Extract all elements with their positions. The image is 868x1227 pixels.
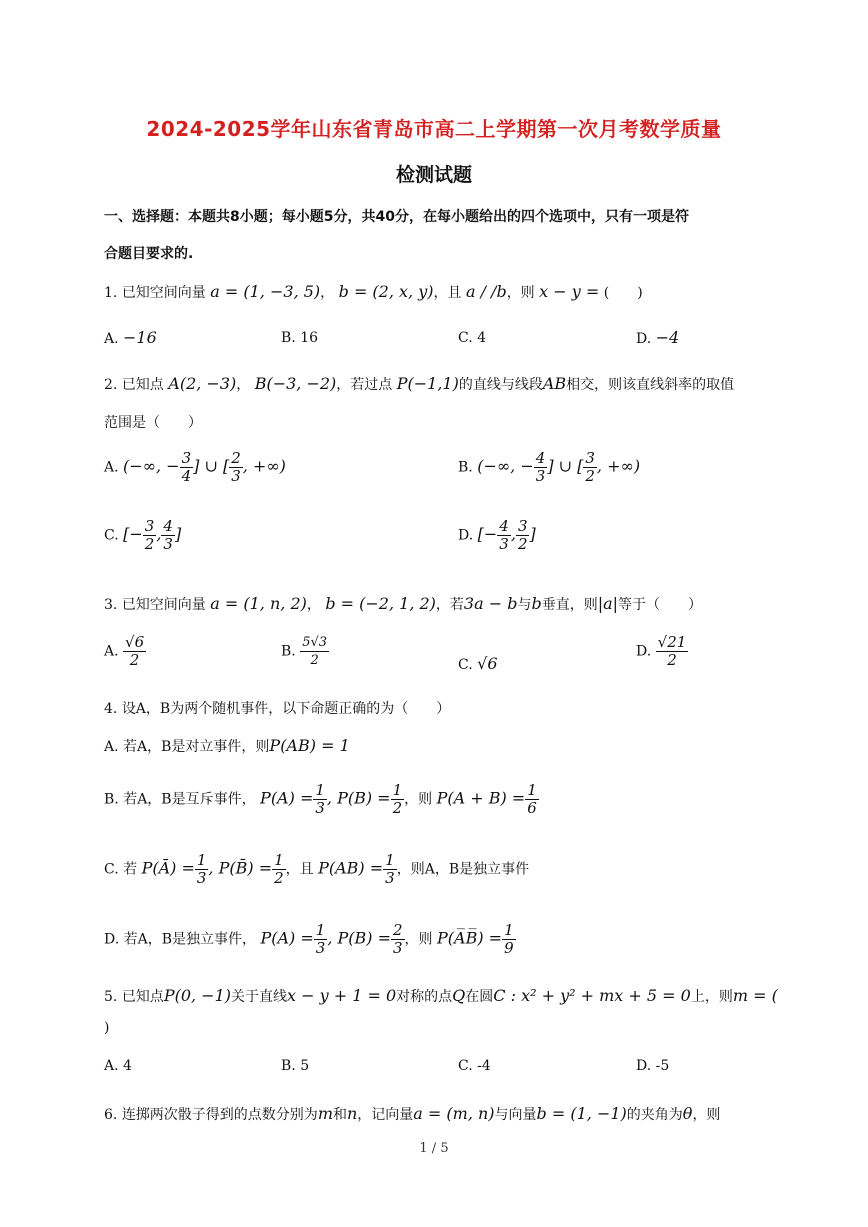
- section-heading-cont: 合题目要求的.: [104, 246, 194, 262]
- question-2: 2. 已知点 A(2, −3)， B(−3, −2)，若过点 P(−1,1)的直线与线段AB相交，则该直线斜率的取值: [104, 374, 735, 393]
- page-number: 1 / 5: [419, 1141, 449, 1156]
- q1-option-c: C. 4: [458, 330, 487, 346]
- question-4: 4. 设A，B为两个随机事件，以下命题正确的为（ ）: [104, 701, 451, 717]
- title-line-1: 2024-2025学年山东省青岛市高二上学期第一次月考数学质量: [146, 117, 722, 141]
- question-1: 1. 已知空间向量 a = (1, −3, 5)， b = (2, x, y)，且 a / /b，则 x − y = ( ): [104, 282, 643, 301]
- question-5: 5. 已知点P(0, −1)关于直线x − y + 1 = 0对称的点Q在圆C : x² + y² + mx + 5 = 0上，则m = (: [104, 986, 778, 1005]
- q2-option-a: A. (−∞, − $\frac{3}{4}$ ] ∪ [ $\frac{2}{3}$ , +∞): [104, 449, 286, 485]
- q5-option-d: D. -5: [636, 1058, 670, 1074]
- q4-option-b: B. 若A，B是互斥事件， P(A) = $\frac{1}{3}$ , P(B) = $\frac{1}{2}$ ，则 P(A + B) = $\frac{1}{6}$: [104, 781, 537, 817]
- question-2-cont: 范围是（ ）: [104, 415, 202, 431]
- question-5-cont: ): [104, 1020, 110, 1036]
- q2-option-b: B. (−∞, − $\frac{4}{3}$ ] ∪ [ $\frac{3}{2}$ , +∞): [458, 449, 641, 485]
- q3-option-b: B. $\frac{5√3}{2}$: [281, 635, 328, 668]
- question-3: 3. 已知空间向量 a = (1, n, 2)， b = (−2, 1, 2)，若3a − b与b垂直，则|a|等于（ ）: [104, 594, 703, 613]
- question-6: 6. 连掷两次骰子得到的点数分别为m和n，记向量a = (m, n)与向量b = (1, −1)的夹角为θ，则: [104, 1104, 721, 1123]
- q3-option-c: C. √6: [458, 654, 498, 673]
- q1-option-b: B. 16: [281, 330, 319, 346]
- q4-option-d: D. 若A，B是独立事件， P(A) = $\frac{1}{3}$ , P(B) = $\frac{2}{3}$ ，则 P(A̅B̅) = $\frac{1}{9}$: [104, 921, 514, 957]
- q2-option-d: D. [− $\frac{4}{3}$ , $\frac{3}{2}$ ]: [458, 517, 536, 553]
- q5-option-b: B. 5: [281, 1058, 310, 1074]
- q3-option-d: D. $\frac{√21}{2}$: [636, 633, 687, 669]
- q3-option-a: A. $\frac{√6}{2}$: [104, 633, 145, 669]
- q4-option-c: C. 若 P(Ā) = $\frac{1}{3}$ , P(B̄) = $\frac{1}{2}$ ，且 P(AB) = $\frac{1}{3}$ ，则A，B是独立事件: [104, 851, 530, 887]
- q4-option-a: A. 若A，B是对立事件，则P(AB) = 1: [104, 736, 350, 755]
- q1-option-a: A. −16: [104, 328, 157, 347]
- q1-option-d: D. −4: [636, 328, 680, 347]
- q5-option-a: A. 4: [104, 1058, 132, 1074]
- q2-option-c: C. [− $\frac{3}{2}$ , $\frac{4}{3}$ ]: [104, 517, 182, 553]
- section-heading: 一、选择题：本题共8小题；每小题5分，共40分，在每小题给出的四个选项中，只有一项是符: [104, 209, 689, 225]
- title-line-2: 检测试题: [395, 164, 472, 186]
- q5-option-c: C. -4: [458, 1058, 491, 1074]
